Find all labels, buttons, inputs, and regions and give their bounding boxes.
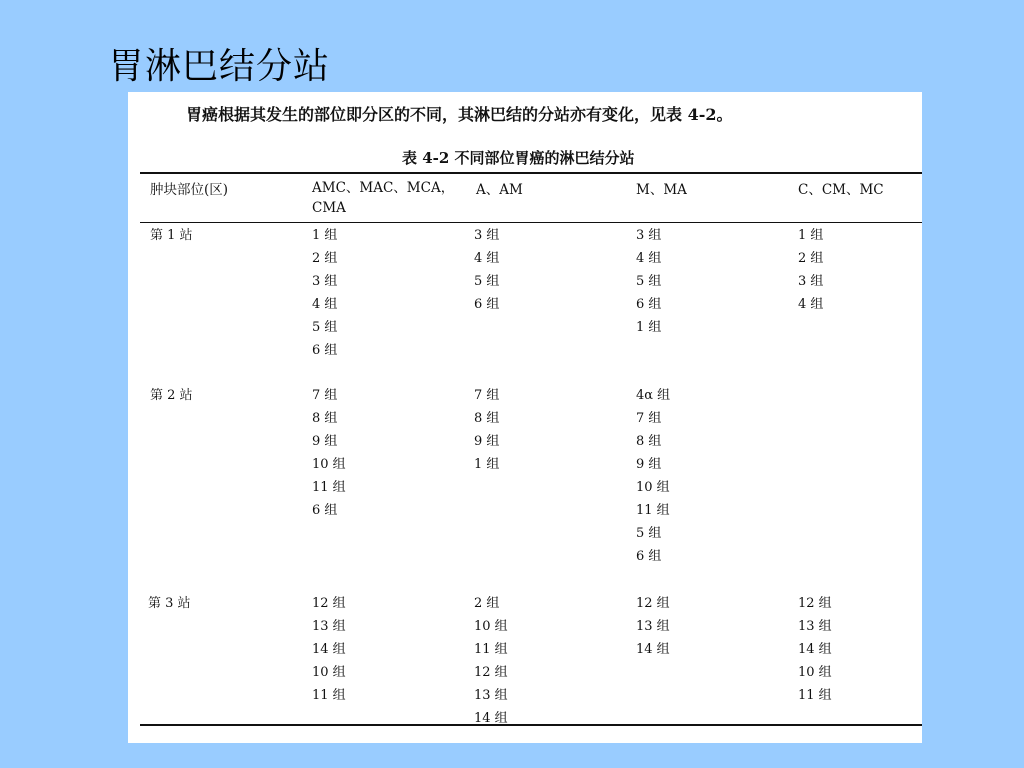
- row-label-station-3: 第 3 站: [148, 596, 191, 611]
- group-cell: 9 组: [474, 434, 500, 449]
- group-cell: 6 组: [636, 297, 662, 312]
- group-cell: 11 组: [474, 642, 508, 657]
- group-cell: 10 组: [312, 665, 346, 680]
- group-cell: 13 组: [312, 619, 346, 634]
- group-cell: 12 组: [636, 596, 670, 611]
- group-cell: 9 组: [312, 434, 338, 449]
- group-cell: 6 组: [312, 503, 338, 518]
- group-cell: 2 组: [474, 596, 500, 611]
- group-cell: 5 组: [636, 274, 662, 289]
- group-cell: 1 组: [312, 228, 338, 243]
- group-cell: 11 组: [798, 688, 832, 703]
- group-cell: 11 组: [636, 503, 670, 518]
- group-cell: 7 组: [312, 388, 338, 403]
- group-cell: 6 组: [636, 549, 662, 564]
- group-cell: 1 组: [474, 457, 500, 472]
- group-cell: 6 组: [474, 297, 500, 312]
- table-top-rule: [140, 172, 922, 174]
- group-cell: 9 组: [636, 457, 662, 472]
- group-cell: 4 组: [636, 251, 662, 266]
- group-cell: 3 组: [636, 228, 662, 243]
- group-cell: 4 组: [798, 297, 824, 312]
- table-bottom-rule: [140, 724, 922, 726]
- group-cell: 10 组: [312, 457, 346, 472]
- group-cell: 1 组: [798, 228, 824, 243]
- group-cell: 5 组: [474, 274, 500, 289]
- header-amc: AMC、MAC、MCA，CMA: [312, 180, 455, 216]
- table-caption: 表 4-2 不同部位胃癌的淋巴结分站: [402, 149, 635, 167]
- group-cell: 8 组: [474, 411, 500, 426]
- group-cell: 7 组: [636, 411, 662, 426]
- group-cell: 13 组: [798, 619, 832, 634]
- group-cell: 7 组: [474, 388, 500, 403]
- header-a-am: A、AM: [476, 182, 523, 198]
- group-cell: 5 组: [636, 526, 662, 541]
- group-cell: 4 组: [474, 251, 500, 266]
- group-cell: 12 组: [474, 665, 508, 680]
- group-cell: 14 组: [474, 711, 508, 726]
- header-c-cm-mc: C、CM、MC: [798, 182, 884, 198]
- header-m-ma: M、MA: [636, 182, 687, 198]
- group-cell: 14 组: [636, 642, 670, 657]
- scanned-document: [128, 92, 922, 743]
- group-cell: 11 组: [312, 688, 346, 703]
- group-cell: 3 组: [474, 228, 500, 243]
- table-header-rule: [140, 222, 922, 223]
- row-label-station-1: 第 1 站: [150, 228, 193, 243]
- group-cell: 5 组: [312, 320, 338, 335]
- group-cell: 12 组: [312, 596, 346, 611]
- row-label-station-2: 第 2 站: [150, 388, 193, 403]
- group-cell: 3 组: [312, 274, 338, 289]
- group-cell: 14 组: [798, 642, 832, 657]
- group-cell: 8 组: [312, 411, 338, 426]
- group-cell: 12 组: [798, 596, 832, 611]
- group-cell: 1 组: [636, 320, 662, 335]
- group-cell: 13 组: [636, 619, 670, 634]
- slide-title: 胃淋巴结分站: [108, 46, 331, 87]
- header-location: 肿块部位(区): [150, 182, 229, 198]
- group-cell: 11 组: [312, 480, 346, 495]
- group-cell: 14 组: [312, 642, 346, 657]
- group-cell: 4 组: [312, 297, 338, 312]
- group-cell: 3 组: [798, 274, 824, 289]
- group-cell: 2 组: [798, 251, 824, 266]
- group-cell: 10 组: [798, 665, 832, 680]
- group-cell: 2 组: [312, 251, 338, 266]
- group-cell: 10 组: [636, 480, 670, 495]
- group-cell: 4α 组: [636, 388, 671, 403]
- group-cell: 13 组: [474, 688, 508, 703]
- group-cell: 8 组: [636, 434, 662, 449]
- intro-text: 胃癌根据其发生的部位即分区的不同，其淋巴结的分站亦有变化，见表 4-2。: [186, 105, 733, 124]
- group-cell: 6 组: [312, 343, 338, 358]
- group-cell: 10 组: [474, 619, 508, 634]
